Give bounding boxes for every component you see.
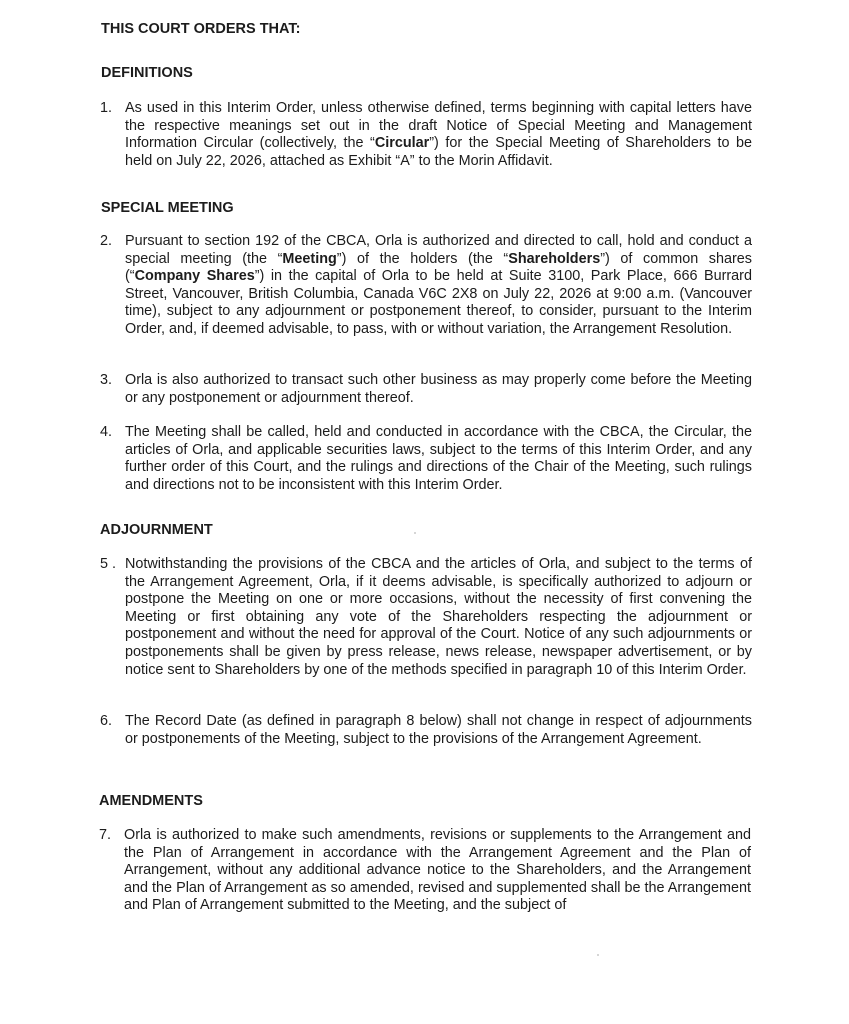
paragraph-4 [100, 424, 752, 494]
paragraph-text: The Meeting shall be called, held and conducted in accordance with the CBCA, the Circular, the articles of Orla, and applicable securities laws, subject to the terms of this Interim Order, and any further order of this Court, and the rulings and directions of the Chair of the Meeting, such rulings and directions not to be inconsistent with this Interim Order. [125, 424, 752, 493]
paragraph-number: 6. [100, 713, 113, 729]
definitions-heading: DEFINITIONS [101, 65, 193, 81]
paragraph-number: 7. [99, 827, 112, 843]
paragraph-number: 5 . [100, 556, 116, 572]
scan-speck [414, 532, 416, 534]
paragraph-number: 2. [100, 233, 113, 249]
paragraph-text: Orla is also authorized to transact such other business as may properly come before the Meeting or any postponement or adjournment thereof. [125, 372, 752, 406]
scan-speck [597, 954, 599, 956]
defined-term: Meeting [282, 250, 337, 267]
amendments-heading: AMENDMENTS [99, 793, 203, 809]
paragraph-7 [99, 827, 751, 915]
defined-term: Shareholders [508, 250, 601, 267]
adjournment-heading: ADJOURNMENT [100, 522, 213, 538]
court-orders-heading: THIS COURT ORDERS THAT: [101, 21, 301, 37]
paragraph-text: As used in this Interim Order, unless otherwise defined, terms beginning with capital letters have the respective meanings set out in the draft Notice of Special Meeting and Management Information Circular (collectively, the “Circular”) for the Special Meeting of Shareholders to be held on July 22, 2026, attached as Exhibit “A” to the Morin Affidavit. [125, 100, 753, 169]
paragraph-number: 1. [100, 100, 113, 116]
paragraph-number: 3. [100, 372, 113, 388]
paragraph-2 [100, 233, 752, 339]
defined-term: Circular [374, 135, 430, 152]
paragraph-6 [100, 713, 752, 748]
paragraph-text: Orla is authorized to make such amendments, revisions or supplements to the Arrangement and the Plan of Arrangement in accordance with the Arrangement Agreement and the Plan of Arrangement, without any additional advance notice to the Shareholders, and the Arrangement and the Plan of Arrangement as so amended, revised and supplemented shall be the Arrangement and Plan of Arrangement submitted to the Meeting, and the subject of [124, 827, 751, 914]
paragraph-3 [100, 372, 752, 407]
special-meeting-heading: SPECIAL MEETING [101, 200, 234, 216]
paragraph-text: The Record Date (as defined in paragraph 8 below) shall not change in respect of adjournments or postponements of the Meeting, subject to the provisions of the Arrangement Agreement. [125, 713, 752, 747]
paragraph-text: Notwithstanding the provisions of the CBCA and the articles of Orla, and subject to the terms of the Arrangement Agreement, Orla, if it deems advisable, is specifically authorized to adjourn or postpone the Meeting on one or more occasions, without the necessity of first convening the Meeting or first obtaining any vote of the Shareholders respecting the adjournment or postponement and without the need for approval of the Court. Notice of any such adjournments or postponements shall be given by press release, news release, newspaper advertisement, or by notice sent to Shareholders by one of the methods specified in paragraph 10 of this Interim Order. [125, 556, 752, 678]
paragraph-5 [100, 556, 752, 679]
defined-term: Company Shares [134, 268, 255, 285]
paragraph-1 [100, 100, 752, 170]
paragraph-text: Pursuant to section 192 of the CBCA, Orla is authorized and directed to call, hold and conduct a special meeting (the “Meeting”) of the holders (the “Shareholders”) of common shares (“Company Shares”) in the capital of Orla to be held at Suite 3100, Park Place, 666 Burrard Street, Vancouver, British Columbia, Canada V6C 2X8 on July 22, 2026 at 9:00 a.m. (Vancouver time), subject to any adjournment or postponement thereof, to consider, pursuant to the Interim Order, and, if deemed advisable, to pass, with or without variation, the Arrangement Resolution. [125, 233, 753, 337]
paragraph-number: 4. [100, 424, 113, 440]
